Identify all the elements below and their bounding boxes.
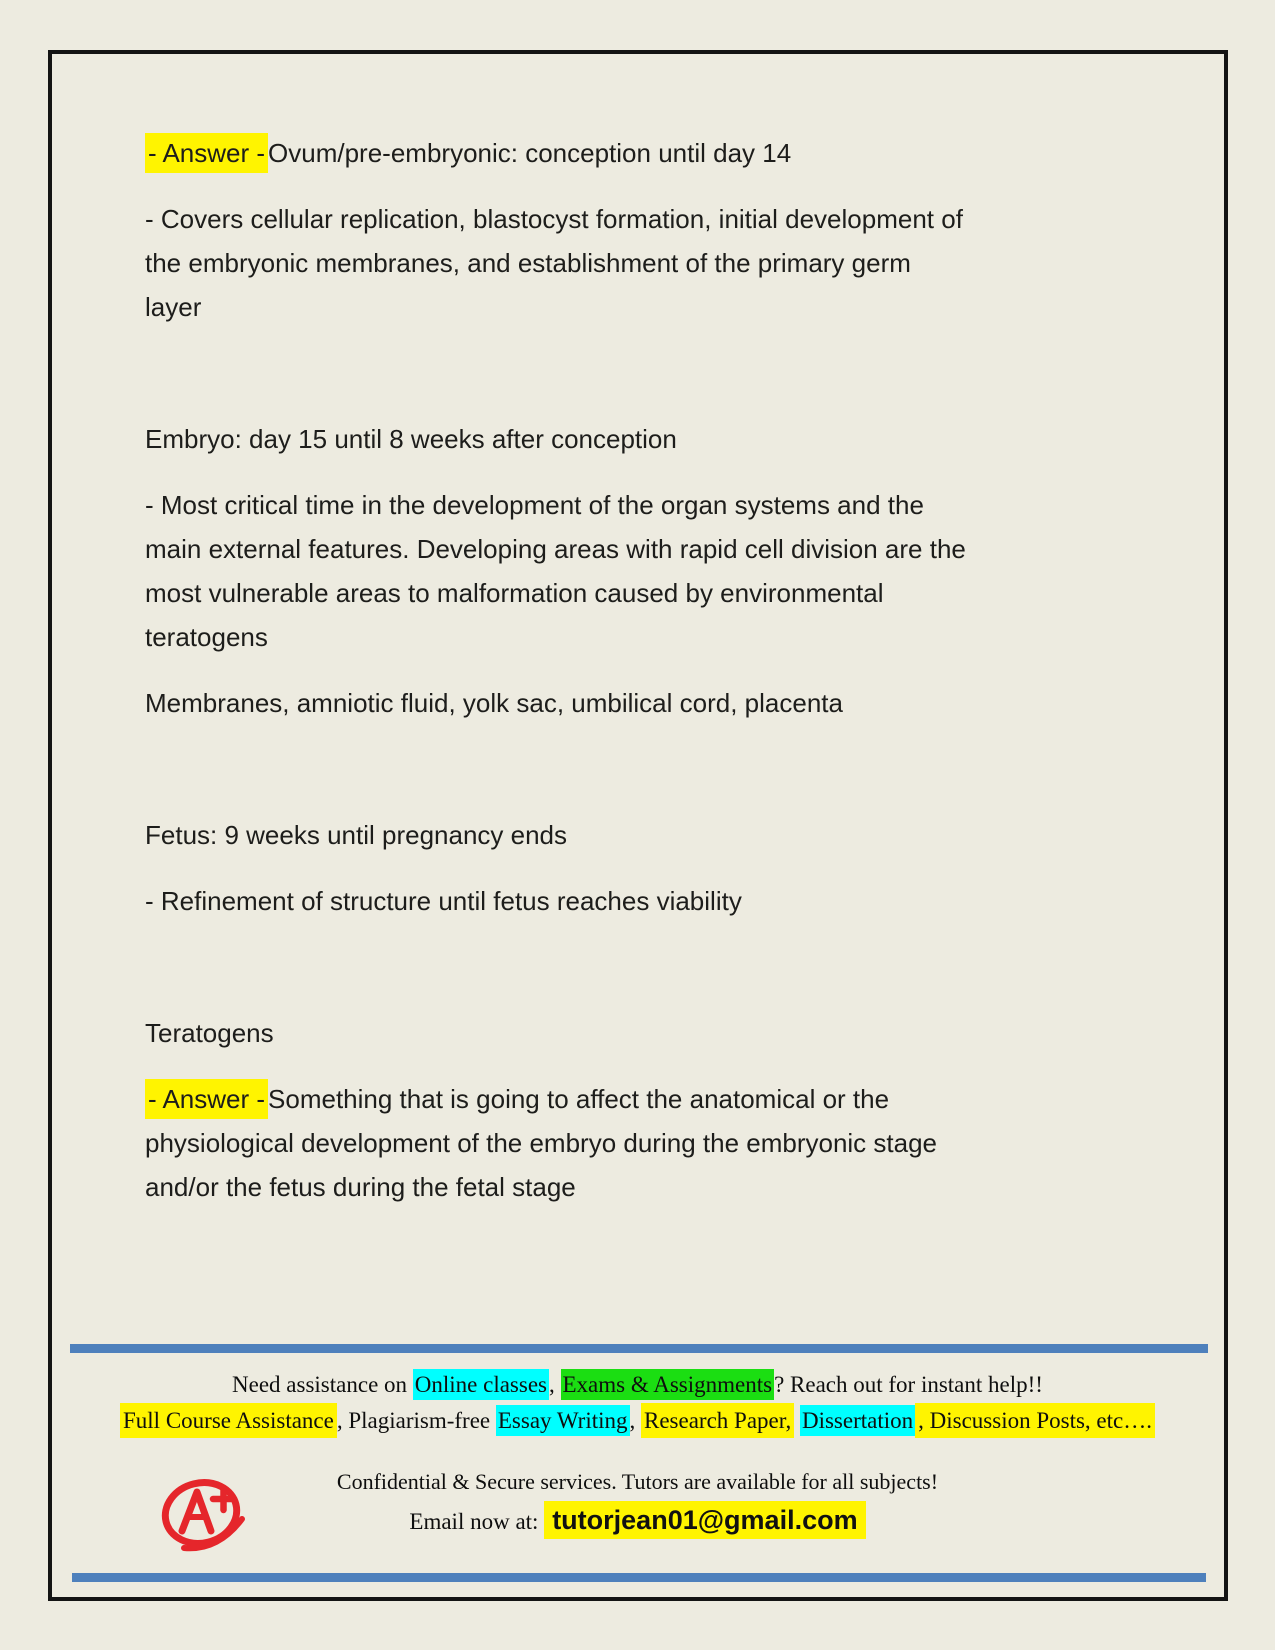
exams-assignments-highlight: Exams & Assignments xyxy=(561,1369,775,1400)
full-course-highlight: Full Course Assistance xyxy=(120,1403,337,1438)
paragraph-teratogens-answer xyxy=(145,1077,1205,1209)
paragraph-fetus-detail xyxy=(145,879,1205,923)
paragraph-teratogens-title xyxy=(145,1011,1205,1055)
text-line: - Covers cellular replication, blastocyst formation, initial development of xyxy=(145,204,963,234)
document-body xyxy=(145,131,1205,1231)
blue-divider-bottom xyxy=(72,1573,1206,1582)
text-line: - Most critical time in the development of the organ systems and the xyxy=(145,490,924,520)
answer-highlight: - Answer - xyxy=(145,1079,268,1119)
paragraph-membranes xyxy=(145,681,1205,725)
text-line: most vulnerable areas to malformation caused by environmental xyxy=(145,578,884,608)
footer-text: , xyxy=(629,1408,641,1433)
online-classes-highlight: Online classes xyxy=(413,1369,549,1400)
footer-text: ? Reach out for instant help!! xyxy=(774,1372,1043,1397)
teratogens-answer-text: Something that is going to affect the anatomical or the xyxy=(268,1084,890,1114)
text-line: Teratogens xyxy=(145,1018,274,1048)
blank-line xyxy=(145,747,1205,813)
text-line xyxy=(145,1077,1205,1121)
text-line: the embryonic membranes, and establishment of the primary germ xyxy=(145,248,911,278)
email-line xyxy=(0,1500,1275,1542)
email-label: Email now at: xyxy=(409,1509,539,1534)
footer-text: Need assistance on xyxy=(232,1372,413,1397)
text-line: - Refinement of structure until fetus reaches viability xyxy=(145,886,742,916)
footer-help-line xyxy=(0,1369,1275,1401)
paragraph-embryo-title xyxy=(145,417,1205,461)
blank-line xyxy=(145,351,1205,417)
paragraph-ovum-details xyxy=(145,197,1205,329)
blue-divider-top xyxy=(70,1344,1208,1353)
footer-text: , xyxy=(549,1372,561,1397)
footer-services-line xyxy=(0,1405,1275,1437)
email-address: tutorjean01@gmail.com xyxy=(544,1501,865,1539)
text-line: Embryo: day 15 until 8 weeks after conception xyxy=(145,424,677,454)
essay-writing-highlight: Essay Writing xyxy=(496,1405,630,1436)
footer-text: , Plagiarism-free xyxy=(336,1408,496,1433)
text-line: teratogens xyxy=(145,622,268,652)
text-line: Fetus: 9 weeks until pregnancy ends xyxy=(145,820,568,850)
ovum-answer-text: Ovum/pre-embryonic: conception until day 14 xyxy=(268,138,792,168)
text-line: physiological development of the embryo during the embryonic stage xyxy=(145,1128,938,1158)
answer-highlight: - Answer - xyxy=(145,133,268,173)
dissertation-highlight: Dissertation xyxy=(800,1405,915,1436)
text-line xyxy=(145,131,1205,175)
paragraph-fetus-title xyxy=(145,813,1205,857)
text-line: layer xyxy=(145,292,202,322)
text-line: main external features. Developing areas with rapid cell division are the xyxy=(145,534,966,564)
confidential-note: Confidential & Secure services. Tutors are available for all subjects! xyxy=(336,1469,939,1494)
paragraph-embryo-details xyxy=(145,483,1205,659)
paragraph-ovum-answer xyxy=(145,131,1205,175)
blank-line xyxy=(145,945,1205,1011)
text-line: and/or the fetus during the fetal stage xyxy=(145,1172,576,1202)
text-line: Membranes, amniotic fluid, yolk sac, umbilical cord, placenta xyxy=(145,688,843,718)
research-paper-highlight: Research Paper, xyxy=(641,1403,794,1438)
discussion-posts-highlight: , Discussion Posts, etc…. xyxy=(915,1403,1155,1438)
